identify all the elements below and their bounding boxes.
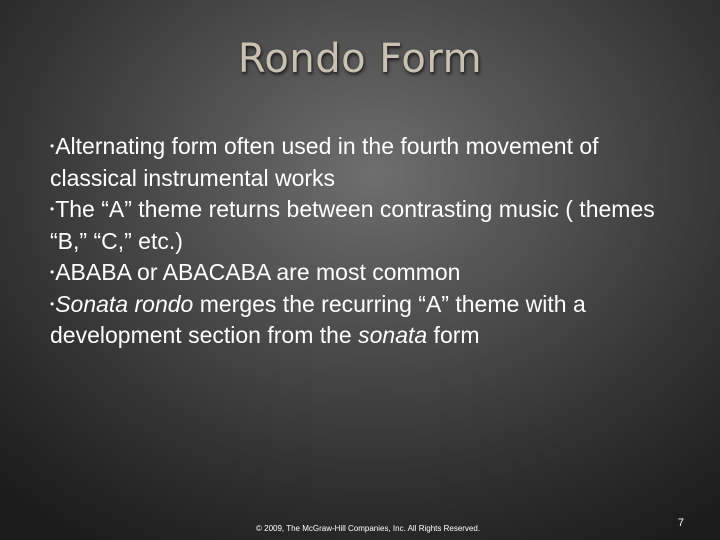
copyright-footer: © 2009, The McGraw-Hill Companies, Inc. All Rights Reserved. (256, 524, 481, 533)
bullet-dot: • (50, 139, 55, 153)
bullet-dot: • (50, 296, 55, 311)
bullet-item (50, 291, 586, 349)
bullet-item (50, 259, 460, 285)
page-number: 7 (677, 517, 684, 529)
bullet-text-italic: Sonata rondo (55, 290, 194, 317)
slide-title: Rondo Form (237, 36, 483, 82)
bullet-text-italic: sonata (358, 322, 428, 348)
bullet-text: Alternating form often used in the fourth movement of classical instrumental works (50, 133, 599, 191)
bullet-text: form (427, 322, 480, 348)
bullet-dot: • (50, 265, 55, 279)
bullet-text: The “A” theme returns between contrasting music ( themes “B,” “C,” etc.) (50, 196, 655, 254)
bullet-list (50, 131, 690, 352)
bullet-text: merges the recurring “A” theme with a development section from the (50, 290, 586, 348)
bullet-text: ABABA or ABACABA are most common (55, 259, 461, 285)
bullet-item (50, 133, 599, 191)
bullet-item (50, 196, 655, 254)
bullet-dot: • (50, 202, 55, 216)
